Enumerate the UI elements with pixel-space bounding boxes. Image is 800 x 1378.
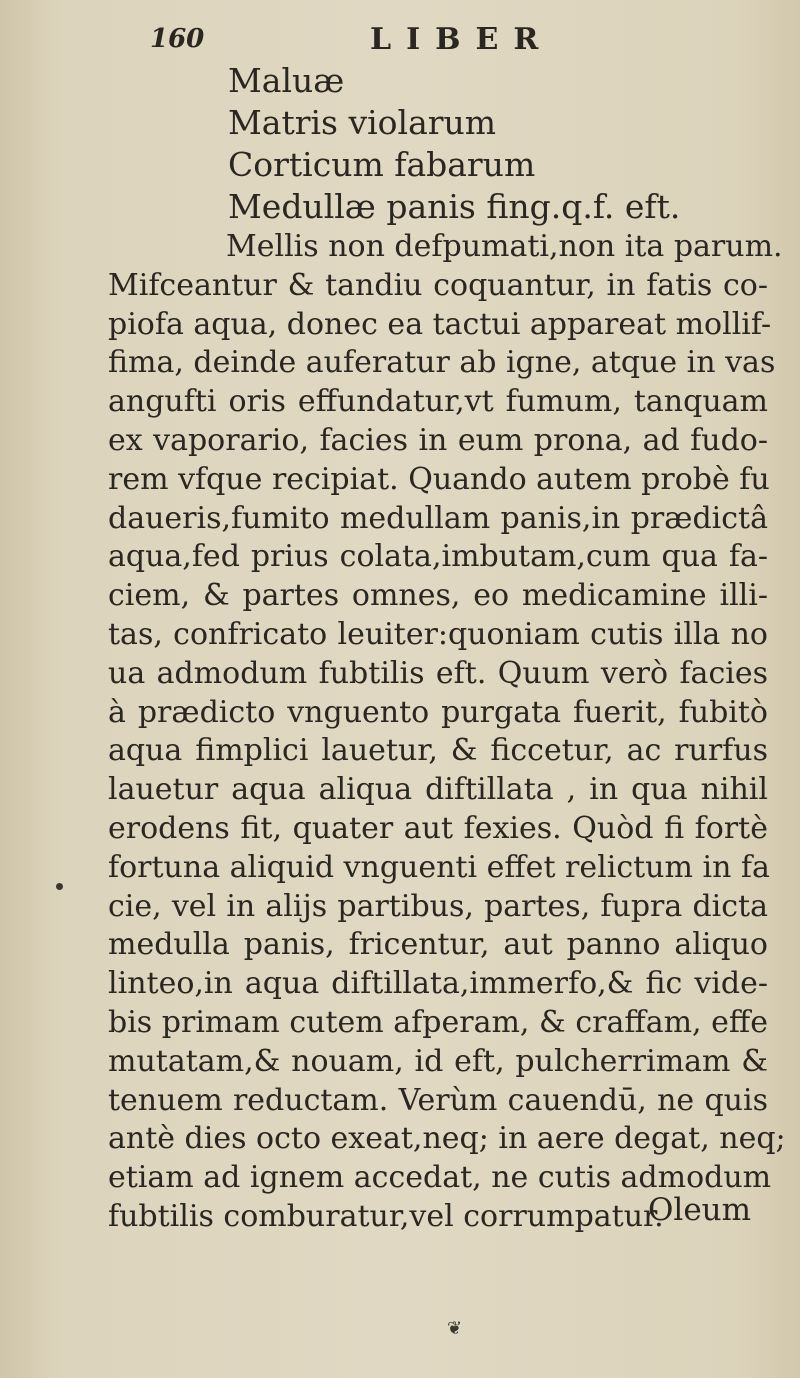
text-line: à prædicto vnguento purgata fuerit, fubitò — [108, 694, 768, 730]
body-text — [108, 228, 786, 1237]
text-line: mutatam,& nouam, id eft, pulcherrimam & — [108, 1043, 768, 1079]
running-title: LIBER — [370, 22, 554, 57]
fleuron-ornament-icon: ❦ — [447, 1318, 463, 1339]
text-line: fortuna aliquid vnguenti effet relictum in fa — [108, 849, 770, 885]
catchword: Oleum — [648, 1192, 752, 1228]
text-line: Mellis non defpumati,non ita parum. — [226, 229, 783, 264]
text-line: fubtilis comburatur,vel corrumpatur. — [108, 1198, 664, 1234]
text-line: ciem, & partes omnes, eo medicamine illi- — [108, 578, 768, 614]
text-line: erodens fit, quater aut fexies. Quòd fi fortè — [108, 810, 768, 846]
page-header — [0, 22, 800, 62]
text-line: angufti oris effundatur,vt fumum, tanquam — [108, 384, 768, 420]
text-line: tenuem reductam. Verùm cauendū, ne quis — [108, 1082, 768, 1118]
page-number: 160 — [150, 24, 205, 54]
ingredient-list — [228, 60, 680, 228]
text-line: ex vaporario, facies in eum prona, ad fudo- — [108, 422, 768, 458]
text-line: cie, vel in alijs partibus, partes, fupra dicta — [108, 888, 768, 924]
ingredient-line: Maluæ — [228, 61, 345, 100]
text-line: aqua fimplici lauetur, & ficcetur, ac rurfus — [108, 733, 768, 769]
ingredient-line: Matris violarum — [228, 103, 497, 142]
ingredient-line: Medullæ panis fing.q.f. eft. — [228, 187, 681, 226]
text-line: lauetur aqua aliqua diftillata , in qua nihil — [108, 772, 768, 808]
text-line: tas, confricato leuiter:quoniam cutis illa no — [108, 616, 768, 652]
text-line: rem vfque recipiat. Quando autem probè fu — [108, 461, 770, 497]
text-line: fima, deinde auferatur ab igne, atque in vas — [108, 345, 776, 381]
text-line: aqua,fed prius colata,imbutam,cum qua fa- — [108, 539, 768, 575]
text-line: piofa aqua, donec ea tactui appareat mollif- — [108, 306, 772, 342]
text-line: linteo,in aqua diftillata,immerfo,& fic vide- — [108, 966, 768, 1002]
text-line: ua admodum fubtilis eft. Quum verò facies — [108, 655, 768, 691]
text-line: medulla panis, fricentur, aut panno aliquo — [108, 927, 768, 963]
text-line: bis primam cutem afperam, & craffam, effe — [108, 1004, 768, 1040]
ink-spot — [56, 883, 63, 890]
text-line: etiam ad ignem accedat, ne cutis admodum — [108, 1160, 772, 1196]
text-line: Mifceantur & tandiu coquantur, in fatis co- — [108, 267, 768, 303]
text-line: antè dies octo exeat,neq; in aere degat, neq; — [108, 1121, 786, 1157]
ingredient-line: Corticum fabarum — [228, 145, 536, 184]
text-line: daueris,fumito medullam panis,in prædictâ — [108, 500, 768, 536]
